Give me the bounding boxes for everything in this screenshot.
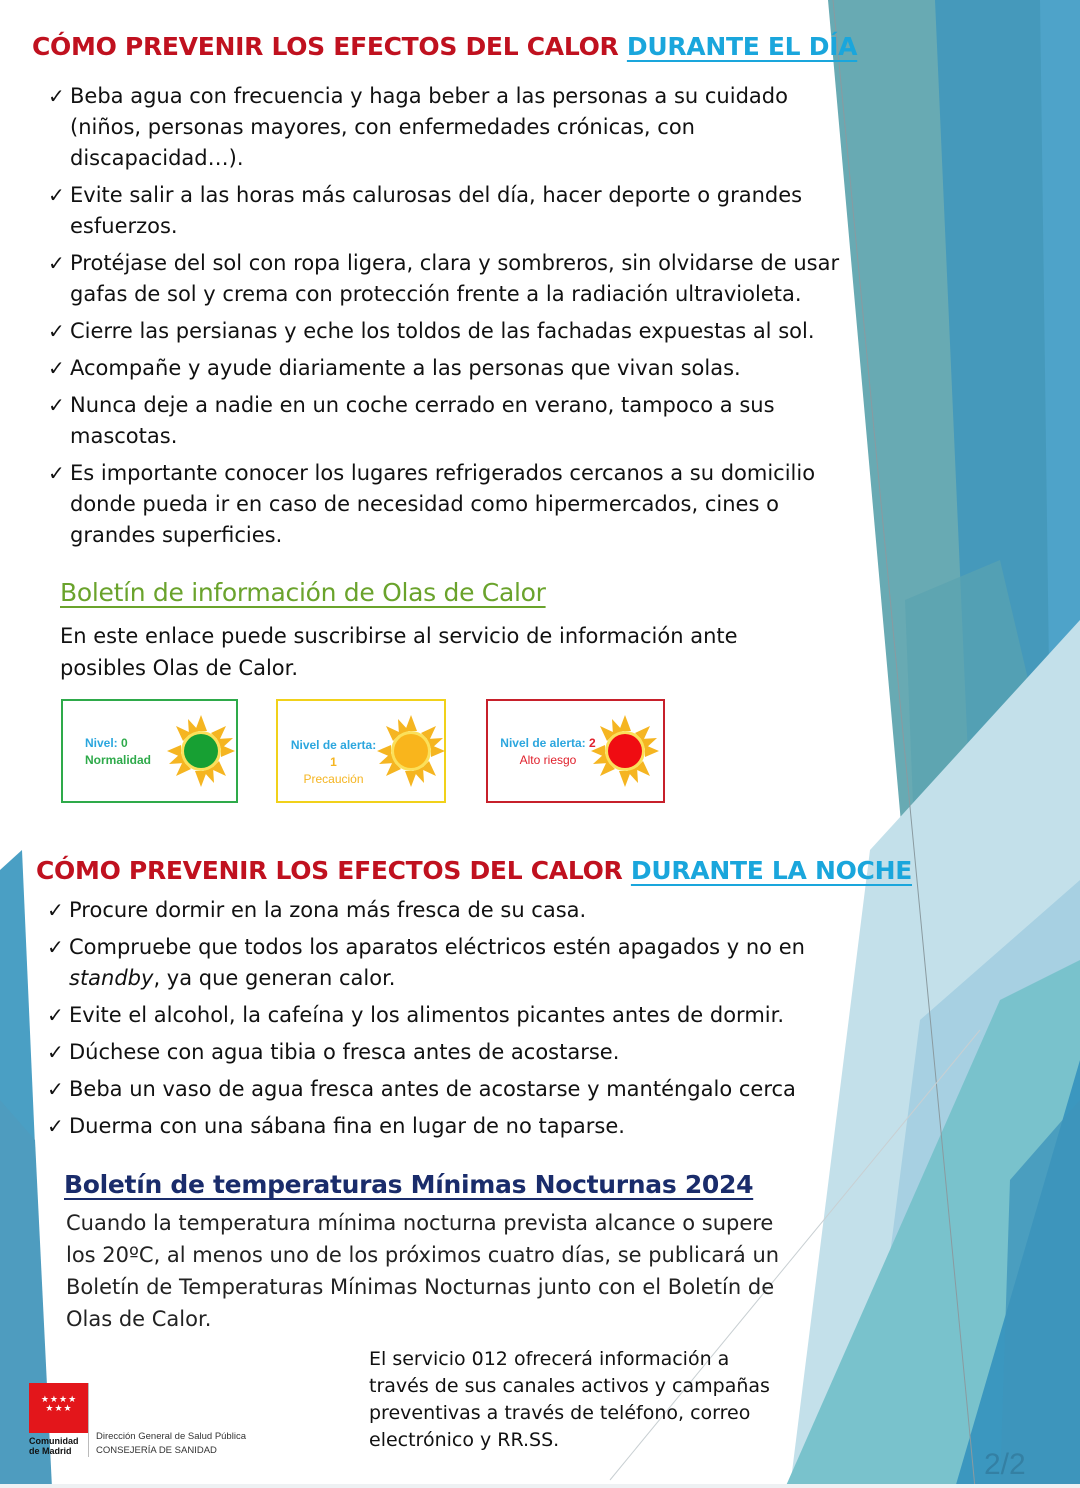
- checkmark-icon: ✓: [48, 183, 65, 207]
- alert-status: Alto riesgo: [519, 753, 577, 767]
- checkmark-icon: ✓: [48, 319, 65, 343]
- logo-divider: [88, 1383, 89, 1457]
- madrid-flag-icon: [29, 1383, 89, 1433]
- list-item: ✓ Evite salir a las horas más calurosas del día, hacer deporte o grandes esfuerzos.: [48, 180, 848, 242]
- heading-night-link[interactable]: DURANTE LA NOCHE: [630, 856, 913, 885]
- list-item: ✓ Nunca deje a nadie en un coche cerrado en verano, tampoco a sus mascotas.: [48, 390, 848, 452]
- alert-status: Precaución: [303, 772, 364, 786]
- list-item: ✓ Protéjase del sol con ropa ligera, clara y sombreros, sin olvidarse de usar gafas de sol y crema con protección frente a la radiación ultravioleta.: [48, 248, 848, 310]
- checkmark-icon: ✓: [48, 356, 65, 380]
- list-item: ✓ Beba un vaso de agua fresca antes de acostarse y manténgalo cerca: [47, 1074, 847, 1105]
- list-item: ✓ Beba agua con frecuencia y haga beber a las personas a su cuidado (niños, personas mayores, con enfermedades crónicas, con discapacidad…).: [48, 81, 848, 174]
- olas-bulletin-link[interactable]: Boletín de información de Olas de Calor: [60, 578, 546, 607]
- checkmark-icon: ✓: [47, 1003, 64, 1027]
- checkmark-icon: ✓: [47, 898, 64, 922]
- checkmark-icon: ✓: [47, 1040, 64, 1064]
- checkmark-icon: ✓: [47, 1077, 64, 1101]
- checkmark-icon: ✓: [48, 393, 65, 417]
- day-section-heading: [32, 32, 857, 61]
- night-section-heading: [36, 856, 912, 885]
- list-item: ✓ Es importante conocer los lugares refrigerados cercanos a su domicilio donde pueda ir en caso de necesidad como hipermercados, cines o grandes superficies.: [48, 458, 848, 551]
- sun-icon-green: [166, 714, 236, 788]
- minimas-bulletin-text: Cuando la temperatura mínima nocturna prevista alcance o supere los 20ºC, al menos uno de los próximos cuatro días, se publicará un Boletín de Temperaturas Mínimas Nocturnas junto con el Boletín de Olas de Calor.: [66, 1211, 780, 1331]
- night-tips-list: [47, 895, 847, 1148]
- bottom-edge: [0, 1484, 1080, 1488]
- checkmark-icon: ✓: [48, 84, 65, 108]
- heading-main-text: CÓMO PREVENIR LOS EFECTOS DEL CALOR: [32, 32, 627, 61]
- alert-level-card-2: Nivel de alerta: 2 Alto riesgo: [486, 699, 665, 803]
- checkmark-icon: ✓: [48, 251, 65, 275]
- olas-bulletin-text: En este enlace puede suscribirse al servicio de información ante posibles Olas de Calor.: [60, 624, 738, 680]
- alert-status: Normalidad: [85, 753, 152, 767]
- sun-icon-red: [590, 714, 660, 788]
- list-item: ✓ Dúchese con agua tibia o fresca antes de acostarse.: [47, 1037, 847, 1068]
- alert-level-card-0: Nivel: 0 Normalidad: [61, 699, 238, 803]
- checkmark-icon: ✓: [47, 1114, 64, 1138]
- page-number: 2/2: [984, 1448, 1026, 1481]
- organization-text: Dirección General de Salud Pública CONSEJERÍA DE SANIDAD: [96, 1431, 246, 1456]
- list-item: ✓ Evite el alcohol, la cafeína y los alimentos picantes antes de dormir.: [47, 1000, 847, 1031]
- list-item: ✓ Duerma con una sábana fina en lugar de no taparse.: [47, 1111, 847, 1142]
- day-tips-list: [48, 81, 848, 557]
- list-item: ✓ Procure dormir en la zona más fresca de su casa.: [47, 895, 847, 926]
- comunidad-madrid-logo: ★★★★ ★★★ Comunidad de Madrid: [29, 1383, 89, 1456]
- checkmark-icon: ✓: [47, 935, 64, 959]
- service-012-text: El servicio 012 ofrecerá información a través de sus canales activos y campañas preventivas a través de teléfono, correo electrónico y RR.SS.: [369, 1348, 770, 1451]
- stars-icon: ★★★★ ★★★: [40, 1394, 78, 1413]
- heading-day-link[interactable]: DURANTE EL DÍA: [626, 32, 858, 61]
- list-item: ✓ Cierre las persianas y eche los toldos de las fachadas expuestas al sol.: [48, 316, 848, 347]
- list-item: ✓ Compruebe que todos los aparatos eléctricos estén apagados y no en standby, ya que generan calor.: [47, 932, 847, 994]
- checkmark-icon: ✓: [48, 461, 65, 485]
- sun-icon-yellow: [376, 714, 446, 788]
- minimas-bulletin-link[interactable]: Boletín de temperaturas Mínimas Nocturnas 2024: [64, 1170, 754, 1199]
- heading-main-text: CÓMO PREVENIR LOS EFECTOS DEL CALOR: [36, 856, 631, 885]
- list-item: ✓ Acompañe y ayude diariamente a las personas que vivan solas.: [48, 353, 848, 384]
- alert-level-card-1: Nivel de alerta: 1 Precaución: [276, 699, 446, 803]
